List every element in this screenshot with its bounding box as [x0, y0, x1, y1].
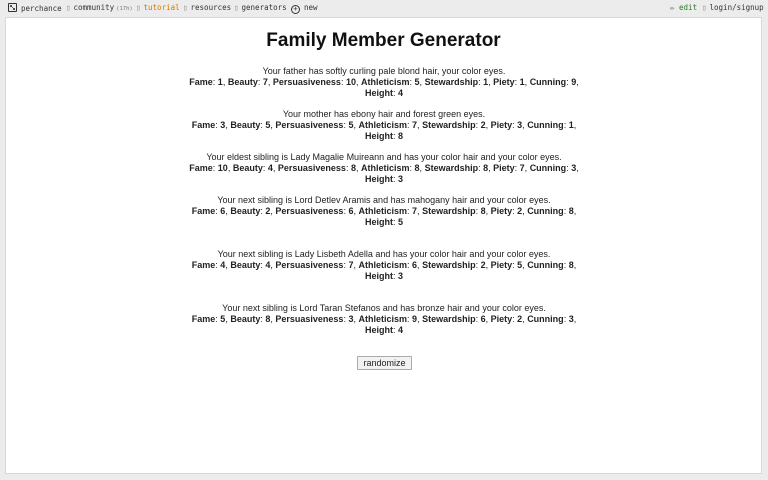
nav-community-count: (17h): [116, 6, 133, 12]
stat-value: 6: [220, 206, 226, 216]
stat-value: 8: [568, 260, 574, 270]
stat-label: Cunning: [529, 163, 567, 173]
stat-label: Piety: [490, 206, 513, 216]
stat-value: 9: [412, 314, 418, 324]
stat-value: 6: [412, 260, 418, 270]
nav-tutorial-link[interactable]: [136, 3, 180, 13]
stat-value: 3: [398, 271, 404, 281]
nav-site-label: perchance: [21, 4, 62, 13]
separator-icon: ▯: [702, 3, 707, 12]
stat-label: Piety: [493, 77, 515, 87]
stat-value: 8: [350, 163, 356, 173]
stat-value: 5: [398, 217, 404, 227]
stat-value: 7: [262, 77, 268, 87]
stat-label: Athleticism: [361, 163, 410, 173]
stat-value: 5: [265, 120, 271, 130]
stat-label: Cunning: [529, 77, 567, 87]
family-member-entry: [176, 249, 592, 282]
stat-label: Beauty: [230, 260, 261, 270]
stat-value: 8: [483, 163, 489, 173]
stat-value: 8: [414, 163, 420, 173]
stat-label: Beauty: [230, 120, 261, 130]
stat-label: Persuasiveness: [277, 163, 346, 173]
member-stats: Fame: 3, Beauty: 5, Persuasiveness: 5, Athleticism: 7, Stewardship: 2, Piety: 3, Cunning: 1, Height: 8: [191, 120, 577, 141]
stat-value: 1: [519, 77, 525, 87]
stat-label: Persuasiveness: [272, 77, 341, 87]
stat-value: 2: [265, 206, 271, 216]
stat-label: Stewardship: [422, 120, 476, 130]
stat-value: 3: [348, 314, 354, 324]
nav-generators-label: generators: [241, 3, 287, 12]
stat-label: Cunning: [527, 120, 564, 130]
member-stats: Fame: 5, Beauty: 8, Persuasiveness: 3, Athleticism: 9, Stewardship: 6, Piety: 2, Cunning: 3, Height: 4: [191, 314, 577, 335]
nav-tutorial-label: tutorial: [143, 3, 180, 12]
stat-label: Persuasiveness: [275, 120, 344, 130]
nav-new-link[interactable]: [291, 3, 318, 14]
stat-value: 1: [568, 120, 574, 130]
member-description: Your father has softly curling pale blond hair, your color eyes.: [262, 66, 506, 76]
stat-value: 3: [568, 314, 574, 324]
stat-value: 6: [480, 314, 486, 324]
top-nav: [0, 0, 768, 16]
stat-value: 3: [220, 120, 226, 130]
stat-label: Beauty: [227, 77, 258, 87]
family-member-entry: [176, 109, 592, 142]
stat-value: 3: [517, 120, 523, 130]
stat-label: Piety: [490, 314, 513, 324]
stat-label: Beauty: [230, 206, 261, 216]
stat-label: Cunning: [527, 260, 564, 270]
stat-label: Fame: [191, 206, 216, 216]
separator-icon: ▯: [136, 3, 141, 12]
family-member-entry: [176, 195, 592, 228]
stat-label: Piety: [490, 260, 513, 270]
member-description: Your mother has ebony hair and forest green eyes.: [282, 109, 486, 119]
stat-value: 10: [217, 163, 228, 173]
family-member-entry: [176, 303, 592, 336]
stat-label: Stewardship: [424, 77, 479, 87]
stat-value: 5: [348, 120, 354, 130]
stat-value: 5: [220, 314, 226, 324]
stat-value: 8: [398, 131, 404, 141]
stat-value: 7: [519, 163, 525, 173]
stat-value: 1: [217, 77, 223, 87]
stat-label: Stewardship: [422, 206, 476, 216]
stat-value: 4: [265, 260, 271, 270]
stat-label: Athleticism: [358, 206, 408, 216]
stat-value: 9: [571, 77, 577, 87]
member-description: Your next sibling is Lord Detlev Aramis and has mahogany hair and your color eyes.: [217, 195, 551, 205]
stat-value: 4: [267, 163, 273, 173]
stat-label: Beauty: [232, 163, 263, 173]
nav-login-link[interactable]: [702, 3, 764, 13]
stat-label: Stewardship: [422, 260, 476, 270]
stat-label: Height: [364, 325, 393, 335]
stat-label: Fame: [191, 314, 216, 324]
stat-label: Persuasiveness: [275, 260, 344, 270]
stat-value: 2: [480, 260, 486, 270]
stat-value: 2: [517, 206, 523, 216]
stat-label: Athleticism: [361, 77, 410, 87]
stat-label: Beauty: [230, 314, 261, 324]
member-stats: Fame: 6, Beauty: 2, Persuasiveness: 6, Athleticism: 7, Stewardship: 8, Piety: 2, Cunning: 8, Height: 5: [191, 206, 577, 227]
stat-value: 3: [398, 174, 404, 184]
stat-label: Athleticism: [358, 260, 408, 270]
stat-label: Piety: [490, 120, 513, 130]
stat-value: 7: [348, 260, 354, 270]
randomize-button[interactable]: randomize: [357, 356, 412, 370]
member-stats: Fame: 10, Beauty: 4, Persuasiveness: 8, Athleticism: 8, Stewardship: 8, Piety: 7, Cunning: 3, Height: 3: [189, 163, 579, 184]
plus-circle-icon: +: [291, 5, 300, 14]
nav-home-link[interactable]: [8, 3, 62, 14]
stat-label: Persuasiveness: [275, 314, 344, 324]
member-stats: Fame: 1, Beauty: 7, Persuasiveness: 10, Athleticism: 5, Stewardship: 1, Piety: 1, Cunning: 9, Height: 4: [189, 77, 579, 98]
generator-output-panel: [5, 17, 762, 474]
dice-icon: [8, 3, 17, 12]
stat-value: 2: [517, 314, 523, 324]
separator-icon: ▯: [66, 3, 71, 12]
stat-value: 7: [412, 120, 418, 130]
stat-label: Fame: [191, 120, 216, 130]
nav-login-label: login/signup: [709, 3, 764, 12]
stat-value: 8: [568, 206, 574, 216]
pencil-icon: ✏: [670, 3, 675, 12]
stat-label: Stewardship: [424, 163, 479, 173]
stat-label: Height: [364, 88, 393, 98]
stat-label: Athleticism: [358, 120, 408, 130]
nav-generators-link[interactable]: [234, 3, 287, 13]
stat-value: 8: [480, 206, 486, 216]
stat-label: Persuasiveness: [275, 206, 344, 216]
stat-value: 5: [517, 260, 523, 270]
stat-label: Height: [364, 131, 393, 141]
nav-community-label: community: [73, 3, 115, 12]
nav-resources-label: resources: [190, 3, 232, 12]
nav-resources-link[interactable]: [183, 3, 231, 13]
separator-icon: ▯: [183, 3, 188, 12]
nav-community-link[interactable]: [66, 3, 133, 14]
stat-value: 2: [480, 120, 486, 130]
stat-label: Height: [364, 271, 393, 281]
member-stats: Fame: 4, Beauty: 4, Persuasiveness: 7, Athleticism: 6, Stewardship: 2, Piety: 5, Cunning: 8, Height: 3: [191, 260, 577, 281]
member-description: Your eldest sibling is Lady Magalie Muireann and has your color hair and your color eyes.: [206, 152, 562, 162]
stat-value: 4: [398, 88, 404, 98]
page-title: Family Member Generator: [266, 30, 501, 51]
nav-edit-link[interactable]: [670, 3, 697, 13]
stat-value: 6: [348, 206, 354, 216]
stat-label: Fame: [189, 77, 213, 87]
stat-label: Height: [364, 217, 393, 227]
stat-value: 1: [483, 77, 489, 87]
stat-value: 3: [571, 163, 577, 173]
separator-icon: ▯: [234, 3, 239, 12]
member-description: Your next sibling is Lady Lisbeth Adella and has your color hair and your color eyes.: [217, 249, 551, 259]
stat-label: Height: [364, 174, 393, 184]
stat-value: 8: [265, 314, 271, 324]
stat-label: Piety: [493, 163, 515, 173]
stat-value: 7: [412, 206, 418, 216]
stat-label: Stewardship: [422, 314, 476, 324]
stat-value: 4: [398, 325, 404, 335]
stat-label: Athleticism: [358, 314, 408, 324]
nav-edit-label: edit: [679, 3, 698, 12]
stat-label: Fame: [191, 260, 216, 270]
nav-new-label: new: [304, 3, 318, 12]
member-description: Your next sibling is Lord Taran Stefanos and has bronze hair and your color eyes.: [222, 303, 546, 313]
stat-value: 5: [414, 77, 420, 87]
family-member-entry: [176, 152, 592, 185]
family-member-entry: [176, 66, 592, 99]
stat-label: Cunning: [527, 206, 564, 216]
stat-value: 4: [220, 260, 226, 270]
stat-label: Fame: [189, 163, 213, 173]
stat-value: 10: [345, 77, 356, 87]
stat-label: Cunning: [527, 314, 564, 324]
